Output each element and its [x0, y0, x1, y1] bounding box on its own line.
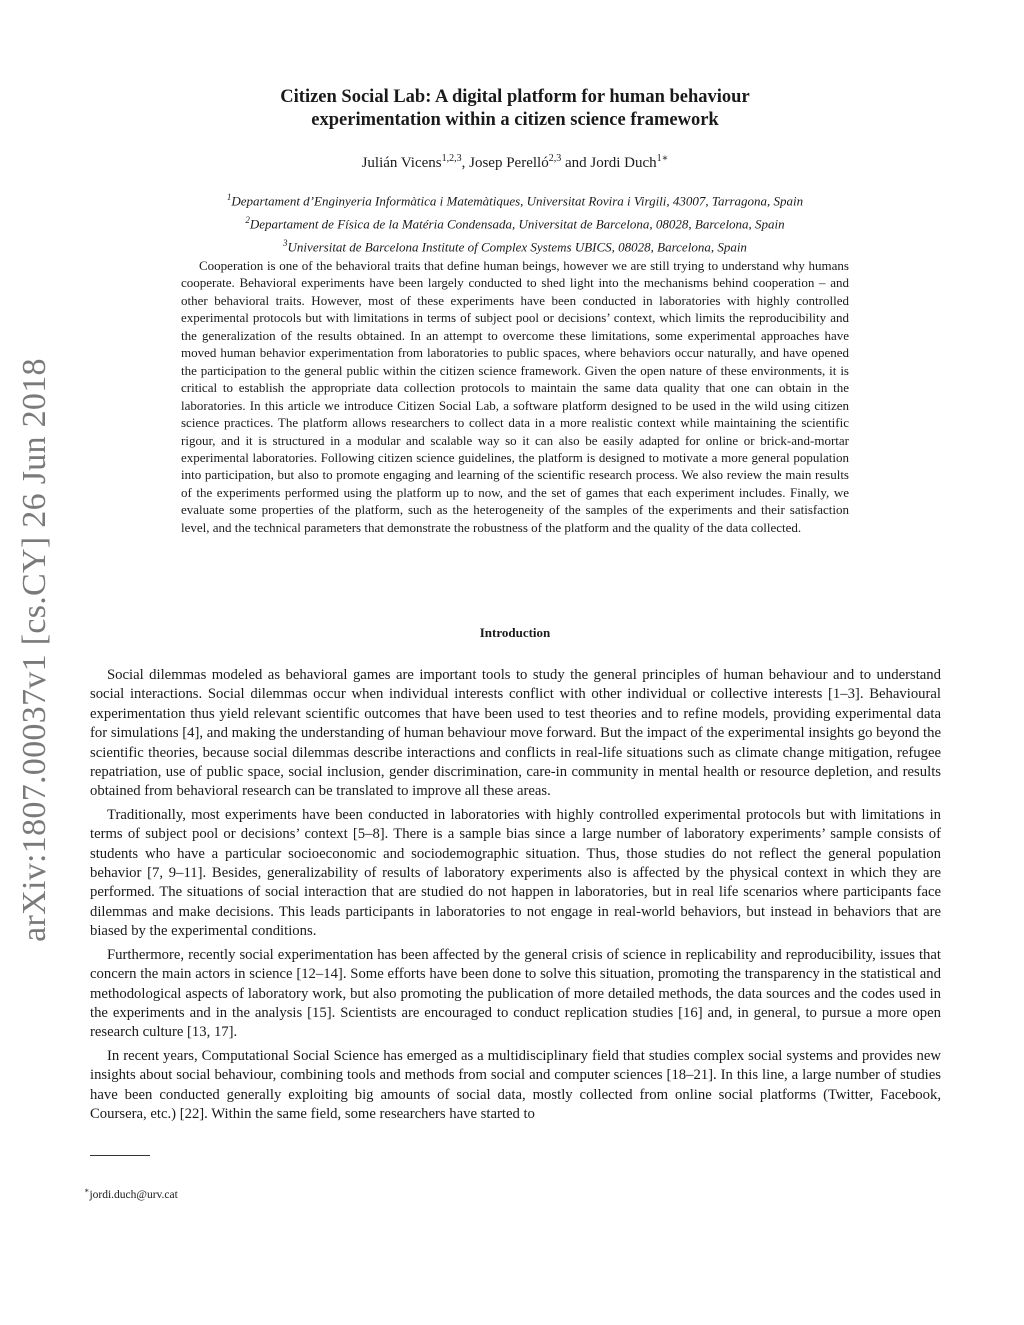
affiliation-line	[160, 188, 870, 211]
title-line-1: Citizen Social Lab: A digital platform for human behaviour	[280, 87, 750, 107]
footnote	[84, 1186, 178, 1201]
paper-title	[180, 86, 850, 132]
affiliation-line	[160, 211, 870, 234]
title-line-2: experimentation within a citizen science framework	[311, 110, 719, 130]
paragraph: Furthermore, recently social experimentation has been affected by the general crisis of science in replicability and reproducibility, issues that concern the main actors in science [12–14]. Some efforts have been done to solve this situation, promoting the transparency in the statistical and methodological aspects of laboratory work, but also promoting the publication of more detailed methods, the data sources and the codes used in the experiments and in the analysis [15]. Scientists are encouraged to conduct replication studies [16] and, in general, to pursue a more open research culture [13, 17].	[90, 946, 941, 1041]
footnote-email: jordi.duch@urv.cat	[89, 1188, 178, 1201]
footnote-marker: ∗	[84, 1186, 90, 1195]
paragraph: In recent years, Computational Social Science has emerged as a multidisciplinary field that studies complex social systems and provides new insights about social behaviour, combining tools and methods from social and computer sciences [18–21]. In this line, a large number of studies have been conducted generally exploiting big amounts of social data, mostly collected from online social platforms (Twitter, Facebook, Coursera, etc.) [22]. Within the same field, some researchers have started to	[90, 1047, 941, 1122]
affiliation-number: 2	[245, 214, 250, 225]
affiliation-line	[160, 234, 870, 257]
author-name: Josep Perelló	[469, 155, 549, 171]
footnote-rule	[90, 1155, 150, 1156]
author-affil-marker: 2,3	[548, 153, 562, 164]
affiliation-number: 3	[283, 237, 288, 248]
arxiv-identifier	[8, 355, 62, 945]
author-affil-marker: 1,2,3	[441, 153, 462, 164]
author-list	[180, 150, 850, 172]
body-text	[90, 666, 941, 1128]
affiliation-text: Departament d’Enginyeria Informàtica i Matemàtiques, Universitat Rovira i Virgili, 43007, Tarragona, Spain	[231, 193, 804, 209]
author-affil-marker: 1∗	[656, 153, 669, 164]
affiliation-number: 1	[226, 192, 232, 202]
affiliation-text: Universitat de Barcelona Institute of Complex Systems UBICS, 08028, Barcelona, Spain	[287, 238, 747, 254]
author-separator: ,	[461, 155, 470, 171]
abstract: Cooperation is one of the behavioral traits that define human beings, however we are still trying to understand why humans cooperate. Behavioral experiments have been largely conducted to shed light into the mechanisms behind cooperation – and other behavioral traits. However, most of these experiments have been conducted in laboratories with highly controlled experimental protocols but with limitations in terms of subject pool or decisions’ context, which limits the reproducibility and the generalization of the results obtained. In an attempt to overcome these limitations, some experimental approaches have moved human behavior experimentation from laboratories to public spaces, where behaviors occur naturally, and have opened the participation to the general public within the citizen science framework. Given the open nature of these environments, it is critical to establish the appropriate data collection protocols to maintain the same data quality that one can obtain in the laboratories. In this article we introduce Citizen Social Lab, a software platform designed to be used in the wild using citizen science practices. The platform allows researchers to collect data in a more realistic context while maintaining the scientific rigour, and it is structured in a modular and scalable way so it can also be easily adapted for online or brick-and-mortar experimental laboratories. Following citizen science guidelines, the platform is designed to motivate a more general population into participation, but also to promote engaging and learning of the scientific research process. We also review the main results of the experiments performed using the platform up to now, and the set of games that each experiment includes. Finally, we evaluate some properties of the platform, such as the heterogeneity of the samples of the experiments and their satisfaction level, and the technical parameters that demonstrate the robustness of the platform and the quality of the data collected.	[181, 258, 849, 535]
affiliations	[160, 188, 870, 256]
arxiv-id-text: arXiv:1807.00037v1 [cs.CY] 26 Jun 2018	[16, 358, 54, 942]
affiliation-text: Departament de Física de la Matéria Condensada, Universitat de Barcelona, 08028, Barcelona, Spain	[249, 216, 785, 232]
author-name: Jordi Duch	[590, 155, 657, 171]
paragraph: Traditionally, most experiments have been conducted in laboratories with highly controlled experimental protocols but with limitations in terms of subject pool or decisions’ context [5–8]. There is a sample bias since a large number of laboratory experiments’ sample consists of students who have a particular socioeconomic and sociodemographic situation. Thus, those studies do not reflect the general population behavior [7, 9–11]. Besides, generalizability of results of laboratory experiments also is affected by the physical context in which they are performed. The situations of social interaction that are studied do not happen in laboratories, but in real life scenarios where participants face dilemmas and make decisions. This leads participants in laboratories to not engage in real-world behaviors, but instead in behaviors that are biased by the experimental conditions.	[90, 806, 941, 940]
author-name: Julián Vicens	[361, 155, 442, 171]
section-heading-introduction: Introduction	[479, 625, 551, 640]
paragraph: Social dilemmas modeled as behavioral games are important tools to study the general principles of human behaviour and to understand social interactions. Social dilemmas occur when individual interests conflict with other individual or collective interests [1–3]. Behavioural experimentation thus yield relevant scientific outcomes that have been used to test theories and to refine models, providing experimental data for simulations [4], and making the understanding of human behaviour move forward. But the impact of the experimental insights go beyond the scientific theories, because social dilemmas describe interactions and conflicts in real-life situations such as climate change mitigation, refugee repatriation, use of public space, social inclusion, gender discrimination, care-in community in mental health or resource depletion, and results obtained from behavioral research can be translated to improve all these areas.	[90, 667, 941, 800]
author-separator: and	[561, 155, 591, 171]
